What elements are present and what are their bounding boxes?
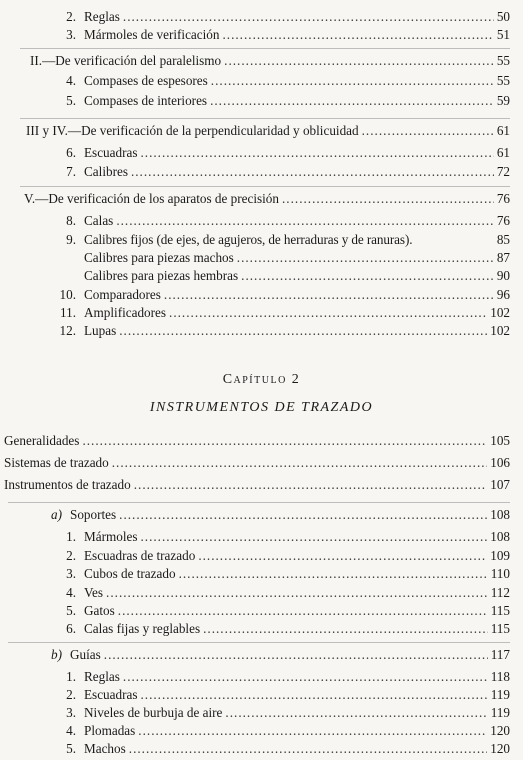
- entry-page: 61: [496, 145, 510, 160]
- entry-page: 102: [490, 323, 510, 338]
- entry-label: Calas fijas y reglables: [84, 621, 201, 636]
- dot-leader: [131, 163, 494, 181]
- dot-leader: [112, 454, 487, 472]
- entry-label: Niveles de burbuja de aire: [84, 705, 223, 720]
- dot-leader: [362, 122, 494, 140]
- entry-page: 119: [490, 687, 510, 702]
- dot-leader: [106, 584, 488, 602]
- dot-leader: [241, 267, 494, 285]
- entry-number: 2.: [66, 548, 76, 563]
- entry-page: 61: [496, 123, 510, 138]
- entry-page: 118: [490, 669, 510, 684]
- entry-label: Escuadras de trazado: [84, 548, 196, 563]
- toc-entry: [36, 722, 510, 740]
- entry-page: 76: [496, 213, 510, 228]
- entry-label: Calibres: [84, 164, 128, 179]
- entry-number: 9.: [66, 232, 76, 247]
- section-number: V.—: [24, 191, 49, 206]
- entry-label: Soportes: [70, 507, 117, 522]
- entry-label: Escuadras: [84, 687, 138, 702]
- toc-entry: [36, 686, 510, 704]
- toc-section: [30, 52, 510, 70]
- section-label: De verificación de la perpendicularidad y oblicuidad: [81, 123, 359, 138]
- toc-entry: [36, 322, 510, 340]
- entry-page: 112: [490, 585, 510, 600]
- entry-label: Amplificadores: [84, 305, 167, 320]
- toc-entry: [36, 565, 510, 583]
- entry-label: Generalidades: [4, 433, 80, 448]
- toc-entry: [36, 528, 510, 546]
- entry-number: 1.: [66, 669, 76, 684]
- entry-page: 117: [490, 647, 510, 662]
- entry-page: 96: [496, 287, 510, 302]
- entry-page: 110: [490, 566, 510, 581]
- entry-label: Instrumentos de trazado: [4, 477, 131, 492]
- entry-number: 5.: [66, 741, 76, 756]
- toc-entry: [4, 476, 510, 494]
- divider-line: [20, 186, 510, 187]
- dot-leader: [210, 92, 494, 110]
- toc-subsection: [36, 646, 510, 664]
- toc-entry: [4, 454, 510, 472]
- toc-entry: [36, 144, 510, 162]
- entry-label: Plomadas: [84, 723, 136, 738]
- entry-page: 51: [496, 27, 510, 42]
- dot-leader: [222, 26, 493, 44]
- section-label: De verificación del paralelismo: [55, 53, 222, 68]
- dot-leader: [169, 304, 487, 322]
- toc-entry: [36, 72, 510, 90]
- toc-entry: [36, 704, 510, 722]
- entry-page: 119: [490, 705, 510, 720]
- toc-entry: [4, 432, 510, 450]
- entry-number: 6.: [66, 621, 76, 636]
- dot-leader: [211, 72, 494, 90]
- toc-section: [26, 122, 510, 140]
- entry-page: 105: [490, 433, 510, 448]
- toc-entry: [36, 212, 510, 230]
- entry-label: Calibres para piezas hembras: [84, 268, 239, 283]
- entry-label: Gatos: [84, 603, 115, 618]
- dot-leader: [123, 8, 494, 26]
- entry-number: 3.: [66, 27, 76, 42]
- dot-leader: [119, 506, 487, 524]
- toc-entry: [36, 304, 510, 322]
- entry-page: 72: [496, 164, 510, 179]
- toc-entry: [36, 92, 510, 110]
- entry-label: Lupas: [84, 323, 117, 338]
- toc-entry: [36, 602, 510, 620]
- dot-leader: [282, 190, 494, 208]
- section-number: II.—: [30, 53, 56, 68]
- entry-number: 2.: [66, 9, 76, 24]
- entry-label: Reglas: [84, 9, 120, 24]
- entry-number: 1.: [66, 529, 76, 544]
- dot-leader: [134, 476, 488, 494]
- dot-leader: [179, 565, 488, 583]
- entry-number: 2.: [66, 687, 76, 702]
- divider-line: [20, 48, 510, 49]
- entry-page: 85: [496, 232, 510, 247]
- entry-label: Calibres fijos (de ejes, de agujeros, de herraduras y de ranuras).: [84, 232, 413, 247]
- dot-leader: [140, 144, 493, 162]
- toc-entry: [36, 26, 510, 44]
- dot-leader: [140, 528, 487, 546]
- entry-label: Compases de interiores: [84, 93, 208, 108]
- dot-leader: [203, 620, 488, 638]
- entry-page: 108: [490, 529, 510, 544]
- toc-entry: [36, 620, 510, 638]
- toc-section: [24, 190, 510, 208]
- entry-label: Escuadras: [84, 145, 138, 160]
- entry-number: 4.: [66, 723, 76, 738]
- toc-entry: [36, 584, 510, 602]
- divider-line: [8, 502, 510, 503]
- dot-leader: [129, 740, 487, 758]
- dot-leader: [225, 704, 487, 722]
- entry-number: 3.: [66, 705, 76, 720]
- entry-number: 5.: [66, 93, 76, 108]
- entry-page: 90: [496, 268, 510, 283]
- entry-label: Compases de espesores: [84, 73, 208, 88]
- entry-label: Reglas: [84, 669, 120, 684]
- dot-leader: [198, 547, 487, 565]
- entry-number: 5.: [66, 603, 76, 618]
- entry-page: 115: [490, 603, 510, 618]
- entry-number: 4.: [66, 585, 76, 600]
- entry-label: Mármoles: [84, 529, 138, 544]
- dot-leader: [104, 646, 488, 664]
- divider-line: [8, 642, 510, 643]
- entry-page: 87: [496, 250, 510, 265]
- entry-page: 115: [490, 621, 510, 636]
- entry-number: 6.: [66, 145, 76, 160]
- entry-label: Calibres para piezas machos: [84, 250, 234, 265]
- dot-leader: [116, 212, 494, 230]
- dot-leader: [138, 722, 487, 740]
- entry-page: 109: [490, 548, 510, 563]
- dot-leader: [119, 322, 487, 340]
- entry-page: 108: [490, 507, 510, 522]
- toc-entry: [36, 231, 510, 249]
- entry-number: 10.: [59, 287, 76, 302]
- dot-leader: [164, 286, 494, 304]
- entry-label: Machos: [84, 741, 126, 756]
- toc-entry: [36, 547, 510, 565]
- dot-leader: [118, 602, 488, 620]
- entry-label: Comparadores: [84, 287, 161, 302]
- subsection-letter: a): [51, 507, 62, 522]
- entry-number: 7.: [66, 164, 76, 179]
- entry-number: 4.: [66, 73, 76, 88]
- divider-line: [20, 118, 510, 119]
- entry-page: 106: [490, 455, 510, 470]
- entry-page: 120: [490, 741, 510, 756]
- entry-label: Mármoles de verificación: [84, 27, 220, 42]
- subsection-letter: b): [51, 647, 62, 662]
- entry-page: 107: [490, 477, 510, 492]
- entry-number: 11.: [60, 305, 76, 320]
- toc-subsection: [36, 506, 510, 524]
- entry-number: 3.: [66, 566, 76, 581]
- entry-label: Sistemas de trazado: [4, 455, 109, 470]
- entry-number: 8.: [66, 213, 76, 228]
- toc-entry: [36, 267, 510, 285]
- toc-entry: [36, 286, 510, 304]
- dot-leader: [140, 686, 487, 704]
- entry-page: 50: [496, 9, 510, 24]
- entry-label: Cubos de trazado: [84, 566, 176, 581]
- dot-leader: [237, 249, 494, 267]
- entry-page: 55: [496, 53, 510, 68]
- chapter-title: INSTRUMENTOS DE TRAZADO: [149, 400, 374, 415]
- entry-page: 76: [496, 191, 510, 206]
- entry-page: 120: [490, 723, 510, 738]
- toc-entry: [36, 163, 510, 181]
- section-label: De verificación de los aparatos de precisión: [48, 191, 279, 206]
- entry-page: 102: [490, 305, 510, 320]
- dot-leader: [82, 432, 487, 450]
- chapter-label: Capítulo 2: [222, 372, 301, 387]
- entry-label: Guías: [70, 647, 101, 662]
- entry-number: 12.: [59, 323, 76, 338]
- toc-entry: [36, 8, 510, 26]
- entry-page: 55: [496, 73, 510, 88]
- dot-leader: [123, 668, 488, 686]
- section-number: III y IV.—: [26, 123, 82, 138]
- entry-label: Calas: [84, 213, 114, 228]
- entry-label: Ves: [84, 585, 104, 600]
- toc-entry: [36, 668, 510, 686]
- dot-leader: [224, 52, 494, 70]
- toc-entry: [36, 249, 510, 267]
- entry-page: 59: [496, 93, 510, 108]
- toc-entry: [36, 740, 510, 758]
